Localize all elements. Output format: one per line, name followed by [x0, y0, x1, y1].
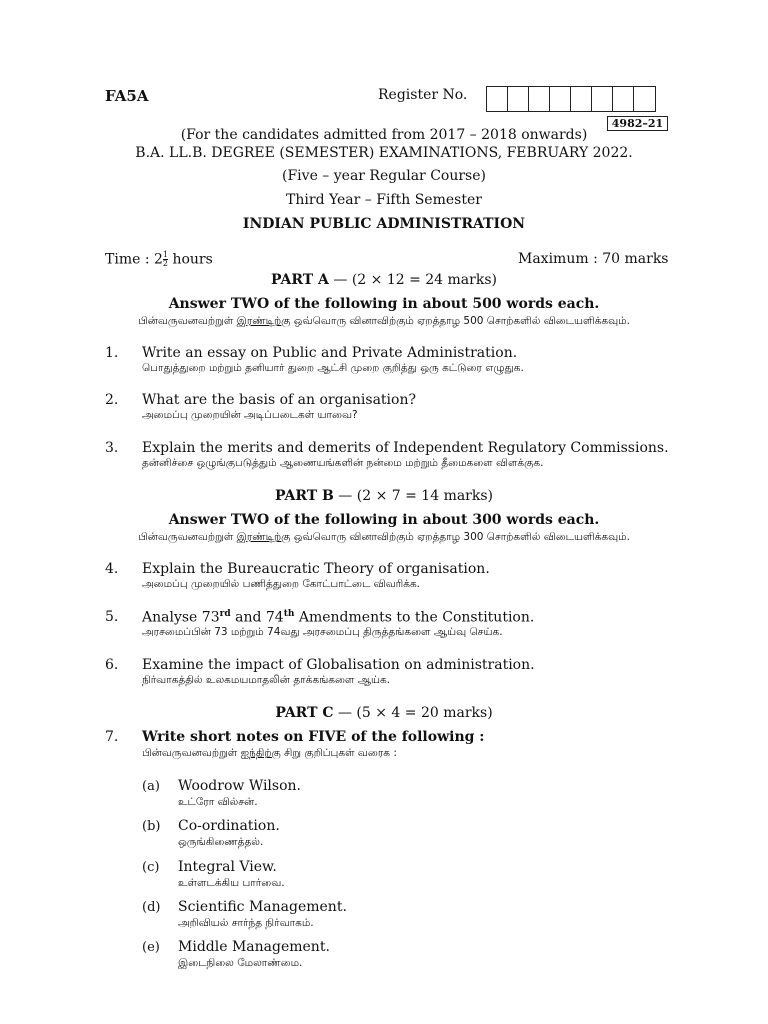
- part-b-heading: PART B — (2 × 7 = 14 marks): [274, 488, 494, 504]
- question-text: Examine the impact of Globalisation on administration.: [142, 657, 535, 673]
- question-tamil: பொதுத்துறை மற்றும் தனியார் துறை ஆட்சி முறை குறித்து ஒரு கட்டுரை எழுதுக.: [142, 362, 524, 374]
- question-tamil: நிர்வாகத்தில் உலகமயமாதலின் தாக்கங்களை ஆய்க.: [142, 674, 391, 686]
- item-text: Woodrow Wilson.: [178, 778, 301, 794]
- question-text: Analyse 73rd and 74th Amendments to the Constitution.: [142, 609, 535, 626]
- question-text: Explain the merits and demerits of Independent Regulatory Commissions.: [142, 440, 669, 456]
- degree-title: B.A. LL.B. DEGREE (SEMESTER) EXAMINATIONS, FEBRUARY 2022.: [135, 145, 633, 161]
- time-allowed: [105, 251, 213, 268]
- question-tamil: அரசமைப்பின் 73 மற்றும் 74வது அரசமைப்பு திருத்தங்களை ஆய்வு செய்க.: [142, 626, 503, 638]
- item-tamil: உள்ளடக்கிய பார்வை.: [178, 877, 285, 889]
- question-number: 1.: [105, 345, 119, 361]
- register-box: [613, 87, 634, 111]
- register-label: Register No.: [378, 87, 468, 103]
- paper-code: FA5A: [105, 87, 149, 105]
- item-text: Scientific Management.: [178, 899, 347, 915]
- item-label: (e): [142, 940, 160, 955]
- question-paper-number: 4982–21: [607, 116, 668, 131]
- question-number: 2.: [105, 392, 119, 408]
- register-box: [592, 87, 613, 111]
- question-text: Explain the Bureaucratic Theory of organisation.: [142, 561, 490, 577]
- year-semester: Third Year – Fifth Semester: [286, 192, 482, 208]
- time-unit: hours: [172, 251, 213, 268]
- part-c-heading: PART C — (5 × 4 = 20 marks): [275, 705, 493, 721]
- item-label: (a): [142, 779, 160, 794]
- question-number: 5.: [105, 609, 119, 625]
- question-tamil: அமைப்பு முறையில் பணித்துறை கோட்பாட்டை விவரிக்க.: [142, 578, 421, 590]
- item-tamil: ஒருங்கிணைத்தல்.: [178, 836, 264, 848]
- question-tamil: தன்னிச்சை ஒழுங்குபடுத்தும் ஆணையங்களின் நன்மை மற்றும் தீமைகளை விளக்குக.: [142, 457, 544, 469]
- question-number: 4.: [105, 561, 119, 577]
- item-text: Middle Management.: [178, 939, 330, 955]
- register-box: [487, 87, 508, 111]
- part-a-instruction-tamil: பின்வருவனவற்றுள் இரண்டிற்கு ஒவ்வொரு வினாவிற்கும் ஏறத்தாழ 500 சொற்களில் விடையளிக்கவும்.: [138, 315, 630, 327]
- part-b-instruction-tamil: பின்வருவனவற்றுள் இரண்டிற்கு ஒவ்வொரு வினாவிற்கும் ஏறத்தாழ 300 சொற்களில் விடையளிக்கவும்.: [138, 531, 630, 543]
- admission-note: (For the candidates admitted from 2017 – 2018 onwards): [180, 127, 588, 143]
- part-a-instruction: Answer TWO of the following in about 500 words each.: [168, 296, 600, 312]
- question-text: Write an essay on Public and Private Administration.: [142, 345, 518, 361]
- time-whole: 2: [154, 251, 163, 268]
- register-box: [550, 87, 571, 111]
- item-tamil: இடைநிலை மேலாண்மை.: [178, 957, 303, 969]
- part-a-heading: PART A — (2 × 12 = 24 marks): [271, 272, 497, 288]
- register-number-boxes: [486, 86, 656, 112]
- part-b-instruction: Answer TWO of the following in about 300 words each.: [168, 512, 600, 528]
- question-number: 6.: [105, 657, 119, 673]
- register-box: [571, 87, 592, 111]
- item-label: (b): [142, 819, 161, 834]
- time-fraction: $\frac{1}{2}$: [162, 250, 169, 268]
- question-number: 3.: [105, 440, 119, 456]
- item-tamil: அறிவியல் சார்ந்த நிர்வாகம்.: [178, 917, 314, 929]
- register-box: [529, 87, 550, 111]
- item-text: Co-ordination.: [178, 818, 280, 834]
- maximum-marks: Maximum : 70 marks: [518, 251, 669, 267]
- question-number: 7.: [105, 729, 119, 745]
- item-label: (c): [142, 860, 160, 875]
- item-text: Integral View.: [178, 859, 277, 875]
- part-c-instruction-tamil: பின்வருவனவற்றுள் ஐந்திற்கு சிறு குறிப்புகள் வரைக :: [142, 747, 397, 759]
- part-c-instruction: Write short notes on FIVE of the following :: [142, 729, 485, 745]
- register-box: [508, 87, 529, 111]
- course-type: (Five – year Regular Course): [282, 168, 486, 184]
- time-label: Time :: [105, 251, 150, 268]
- subject-title: INDIAN PUBLIC ADMINISTRATION: [242, 216, 526, 232]
- question-text: What are the basis of an organisation?: [142, 392, 416, 408]
- item-tamil: உட்ரோ வில்சன்.: [178, 796, 258, 808]
- question-tamil: அமைப்பு முறையின் அடிப்படைகள் யாவை?: [142, 409, 358, 421]
- item-label: (d): [142, 900, 161, 915]
- register-box: [634, 87, 655, 111]
